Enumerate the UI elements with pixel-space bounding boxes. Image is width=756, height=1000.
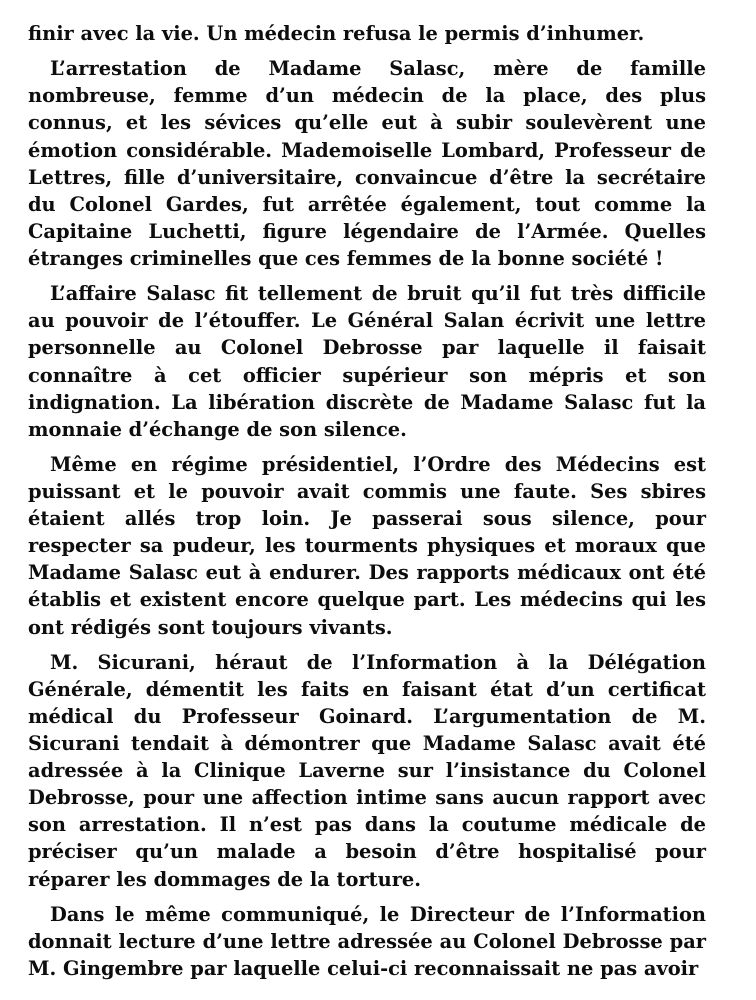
paragraph-affaire-salasc: L’affaire Salasc fit tellement de bruit qu’il fut très difficile au pouvoir de l’étouffer. Le Général Salan écrivit une lettre personnelle au Colonel Debrosse par laquelle il faisait connaître à cet officier supérieur son mépris et son indignation. La libération discrète de Madame Salasc fut la monnaie d’échange de son silence. [28, 282, 706, 441]
paragraph-communique: Dans le même communiqué, le Directeur de l’Information donnait lecture d’une lettre adressée au Colonel Debrosse par M. Gingembre par laquelle celui-ci reconnaissait ne pas avoir [28, 902, 706, 981]
paragraph-continuation: finir avec la vie. Un médecin refusa le permis d’inhumer. [28, 22, 645, 45]
paragraph-ordre-des-medecins: Même en régime présidentiel, l’Ordre des Médecins est puissant et le pouvoir avait commis une faute. Ses sbires étaient allés trop loin. Je passerai sous silence, pour respecter sa pudeur, les tourments physiques et moraux que Madame Salasc eut à endurer. Des rapports médicaux ont été établis et existent encore quelque part. Les médecins qui les ont rédigés sont toujours vivants. [28, 452, 706, 639]
paragraph-arrestation-salasc: L’arrestation de Madame Salasc, mère de famille nombreuse, femme d’un médecin de la place, des plus connus, et les sévices qu’elle eut à subir soulevèrent une émotion considérable. Mademoiselle Lombard, Professeur de Lettres, fille d’universitaire, convaincue d’être la secrétaire du Colonel Gardes, fut arrêtée également, tout comme la Capitaine Luchetti, figure légendaire de l’Armée. Quelles étranges criminelles que ces femmes de la bonne société ! [28, 57, 706, 270]
paragraph-sicurani: M. Sicurani, héraut de l’Information à la Délégation Générale, démentit les faits en faisant état d’un certificat médical du Professeur Goinard. L’argumentation de M. Sicurani tendait à démontrer que Madame Salasc avait été adressée à la Clinique Laverne sur l’insistance du Colonel Debrosse, pour une affection intime sans aucun rapport avec son arrestation. Il n’est pas dans la coutume médicale de préciser qu’un malade a besoin d’être hospitalisé pour réparer les dommages de la torture. [28, 650, 706, 891]
